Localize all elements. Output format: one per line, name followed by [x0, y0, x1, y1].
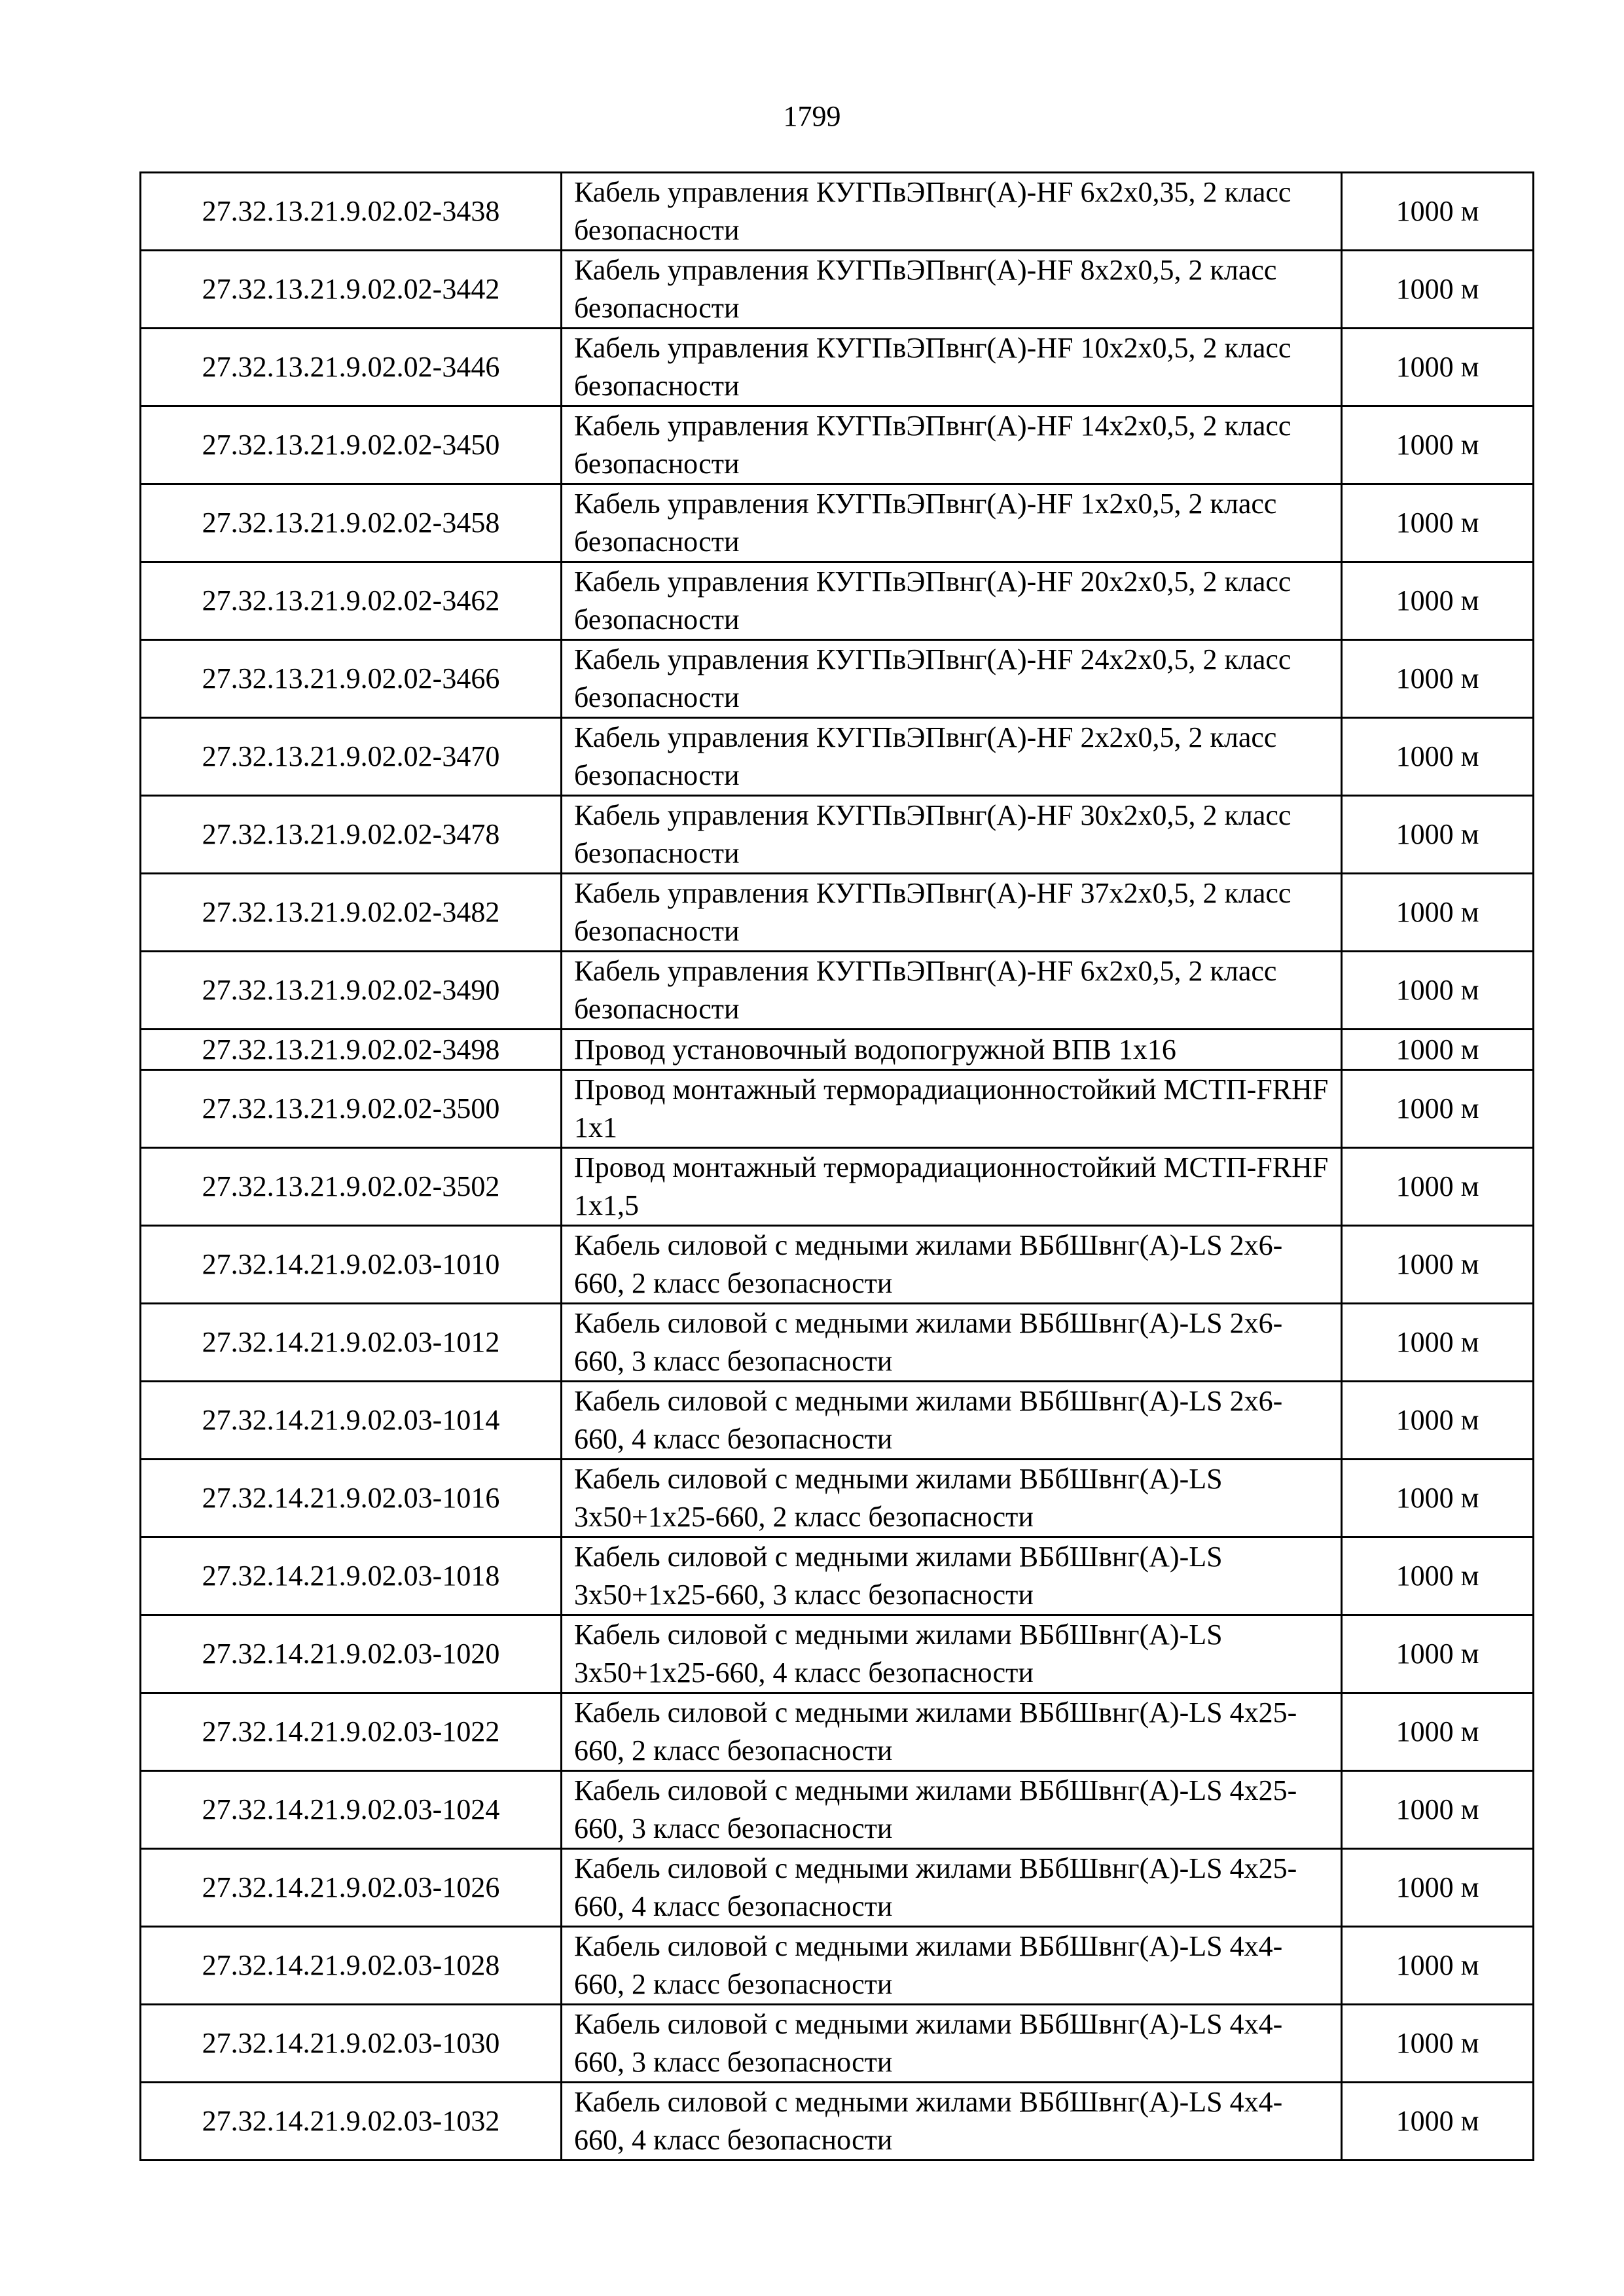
row-unit: 1000 м: [1342, 1070, 1534, 1148]
table-row: [141, 952, 1534, 1030]
row-name: Кабель силовой с медными жилами ВБбШвнг(А)-LS 4х4-660, 3 класс безопасности: [562, 2005, 1342, 2083]
row-unit: 1000 м: [1342, 1537, 1534, 1615]
row-unit: 1000 м: [1342, 173, 1534, 251]
row-unit: 1000 м: [1342, 1849, 1534, 1927]
row-name: Провод монтажный терморадиационностойкий МСТП-FRHF 1х1: [562, 1070, 1342, 1148]
row-name: Кабель управления КУГПвЭПвнг(А)-HF 30х2х0,5, 2 класс безопасности: [562, 796, 1342, 874]
row-name: Провод монтажный терморадиационностойкий МСТП-FRHF 1х1,5: [562, 1148, 1342, 1226]
row-unit: 1000 м: [1342, 640, 1534, 718]
table-row: [141, 1382, 1534, 1460]
row-code: 27.32.13.21.9.02.02-3442: [141, 251, 562, 329]
table-row: [141, 1537, 1534, 1615]
row-name: Провод установочный водопогружной ВПВ 1х16: [562, 1030, 1342, 1070]
row-code: 27.32.14.21.9.02.03-1018: [141, 1537, 562, 1615]
row-unit: 1000 м: [1342, 874, 1534, 952]
row-name: Кабель силовой с медными жилами ВБбШвнг(А)-LS 3х50+1х25-660, 4 класс безопасности: [562, 1615, 1342, 1693]
row-name: Кабель силовой с медными жилами ВБбШвнг(А)-LS 2х6-660, 2 класс безопасности: [562, 1226, 1342, 1304]
table-row: [141, 1460, 1534, 1537]
row-code: 27.32.14.21.9.02.03-1020: [141, 1615, 562, 1693]
row-name: Кабель силовой с медными жилами ВБбШвнг(А)-LS 4х4-660, 4 класс безопасности: [562, 2083, 1342, 2161]
row-code: 27.32.13.21.9.02.02-3470: [141, 718, 562, 796]
table-row: [141, 1030, 1534, 1070]
row-code: 27.32.14.21.9.02.03-1032: [141, 2083, 562, 2161]
row-unit: 1000 м: [1342, 1615, 1534, 1693]
row-code: 27.32.13.21.9.02.02-3500: [141, 1070, 562, 1148]
row-unit: 1000 м: [1342, 329, 1534, 406]
row-code: 27.32.13.21.9.02.02-3450: [141, 406, 562, 484]
row-code: 27.32.14.21.9.02.03-1012: [141, 1304, 562, 1382]
row-name: Кабель силовой с медными жилами ВБбШвнг(А)-LS 4х25-660, 3 класс безопасности: [562, 1771, 1342, 1849]
table-row: [141, 562, 1534, 640]
row-code: 27.32.13.21.9.02.02-3498: [141, 1030, 562, 1070]
row-code: 27.32.13.21.9.02.02-3446: [141, 329, 562, 406]
row-name: Кабель управления КУГПвЭПвнг(А)-HF 6х2х0,35, 2 класс безопасности: [562, 173, 1342, 251]
table-row: [141, 1927, 1534, 2005]
row-unit: 1000 м: [1342, 1927, 1534, 2005]
row-unit: 1000 м: [1342, 251, 1534, 329]
row-name: Кабель силовой с медными жилами ВБбШвнг(А)-LS 4х25-660, 2 класс безопасности: [562, 1693, 1342, 1771]
row-unit: 1000 м: [1342, 484, 1534, 562]
row-name: Кабель силовой с медными жилами ВБбШвнг(А)-LS 4х25-660, 4 класс безопасности: [562, 1849, 1342, 1927]
row-unit: 1000 м: [1342, 2083, 1534, 2161]
row-code: 27.32.13.21.9.02.02-3490: [141, 952, 562, 1030]
row-code: 27.32.14.21.9.02.03-1026: [141, 1849, 562, 1927]
row-code: 27.32.14.21.9.02.03-1024: [141, 1771, 562, 1849]
row-unit: 1000 м: [1342, 718, 1534, 796]
row-name: Кабель силовой с медными жилами ВБбШвнг(А)-LS 2х6-660, 3 класс безопасности: [562, 1304, 1342, 1382]
table-row: [141, 406, 1534, 484]
table-row: [141, 173, 1534, 251]
row-code: 27.32.13.21.9.02.02-3458: [141, 484, 562, 562]
row-unit: 1000 м: [1342, 2005, 1534, 2083]
table-row: [141, 329, 1534, 406]
row-code: 27.32.13.21.9.02.02-3502: [141, 1148, 562, 1226]
row-code: 27.32.14.21.9.02.03-1014: [141, 1382, 562, 1460]
table-row: [141, 1148, 1534, 1226]
price-table: [139, 171, 1534, 2161]
row-unit: 1000 м: [1342, 1226, 1534, 1304]
table-row: [141, 796, 1534, 874]
row-code: 27.32.13.21.9.02.02-3478: [141, 796, 562, 874]
row-name: Кабель управления КУГПвЭПвнг(А)-HF 6х2х0,5, 2 класс безопасности: [562, 952, 1342, 1030]
row-name: Кабель управления КУГПвЭПвнг(А)-HF 1х2х0,5, 2 класс безопасности: [562, 484, 1342, 562]
row-code: 27.32.14.21.9.02.03-1010: [141, 1226, 562, 1304]
row-unit: 1000 м: [1342, 1304, 1534, 1382]
row-name: Кабель управления КУГПвЭПвнг(А)-HF 10х2х0,5, 2 класс безопасности: [562, 329, 1342, 406]
row-code: 27.32.14.21.9.02.03-1028: [141, 1927, 562, 2005]
row-name: Кабель управления КУГПвЭПвнг(А)-HF 37х2х0,5, 2 класс безопасности: [562, 874, 1342, 952]
row-code: 27.32.14.21.9.02.03-1016: [141, 1460, 562, 1537]
row-unit: 1000 м: [1342, 952, 1534, 1030]
row-name: Кабель силовой с медными жилами ВБбШвнг(А)-LS 3х50+1х25-660, 3 класс безопасности: [562, 1537, 1342, 1615]
row-unit: 1000 м: [1342, 562, 1534, 640]
table-row: [141, 1226, 1534, 1304]
table-row: [141, 2083, 1534, 2161]
table-row: [141, 2005, 1534, 2083]
row-unit: 1000 м: [1342, 1030, 1534, 1070]
row-name: Кабель силовой с медными жилами ВБбШвнг(А)-LS 4х4-660, 2 класс безопасности: [562, 1927, 1342, 2005]
table-row: [141, 1304, 1534, 1382]
row-code: 27.32.13.21.9.02.02-3482: [141, 874, 562, 952]
row-code: 27.32.14.21.9.02.03-1030: [141, 2005, 562, 2083]
table-row: [141, 874, 1534, 952]
table-row: [141, 251, 1534, 329]
table-row: [141, 1849, 1534, 1927]
table-row: [141, 718, 1534, 796]
row-code: 27.32.13.21.9.02.02-3438: [141, 173, 562, 251]
table-row: [141, 484, 1534, 562]
row-name: Кабель управления КУГПвЭПвнг(А)-HF 20х2х0,5, 2 класс безопасности: [562, 562, 1342, 640]
row-unit: 1000 м: [1342, 1460, 1534, 1537]
row-unit: 1000 м: [1342, 796, 1534, 874]
row-unit: 1000 м: [1342, 1693, 1534, 1771]
row-name: Кабель управления КУГПвЭПвнг(А)-HF 8х2х0,5, 2 класс безопасности: [562, 251, 1342, 329]
row-unit: 1000 м: [1342, 1148, 1534, 1226]
page-number: 1799: [783, 100, 841, 132]
row-name: Кабель силовой с медными жилами ВБбШвнг(А)-LS 3х50+1х25-660, 2 класс безопасности: [562, 1460, 1342, 1537]
row-code: 27.32.14.21.9.02.03-1022: [141, 1693, 562, 1771]
table-row: [141, 1771, 1534, 1849]
table-row: [141, 1615, 1534, 1693]
row-name: Кабель управления КУГПвЭПвнг(А)-HF 14х2х0,5, 2 класс безопасности: [562, 406, 1342, 484]
table-row: [141, 1070, 1534, 1148]
row-unit: 1000 м: [1342, 1382, 1534, 1460]
row-code: 27.32.13.21.9.02.02-3462: [141, 562, 562, 640]
row-name: Кабель управления КУГПвЭПвнг(А)-HF 2х2х0,5, 2 класс безопасности: [562, 718, 1342, 796]
table-row: [141, 640, 1534, 718]
row-unit: 1000 м: [1342, 406, 1534, 484]
row-name: Кабель силовой с медными жилами ВБбШвнг(А)-LS 2х6-660, 4 класс безопасности: [562, 1382, 1342, 1460]
row-unit: 1000 м: [1342, 1771, 1534, 1849]
table-row: [141, 1693, 1534, 1771]
row-code: 27.32.13.21.9.02.02-3466: [141, 640, 562, 718]
row-name: Кабель управления КУГПвЭПвнг(А)-HF 24х2х0,5, 2 класс безопасности: [562, 640, 1342, 718]
